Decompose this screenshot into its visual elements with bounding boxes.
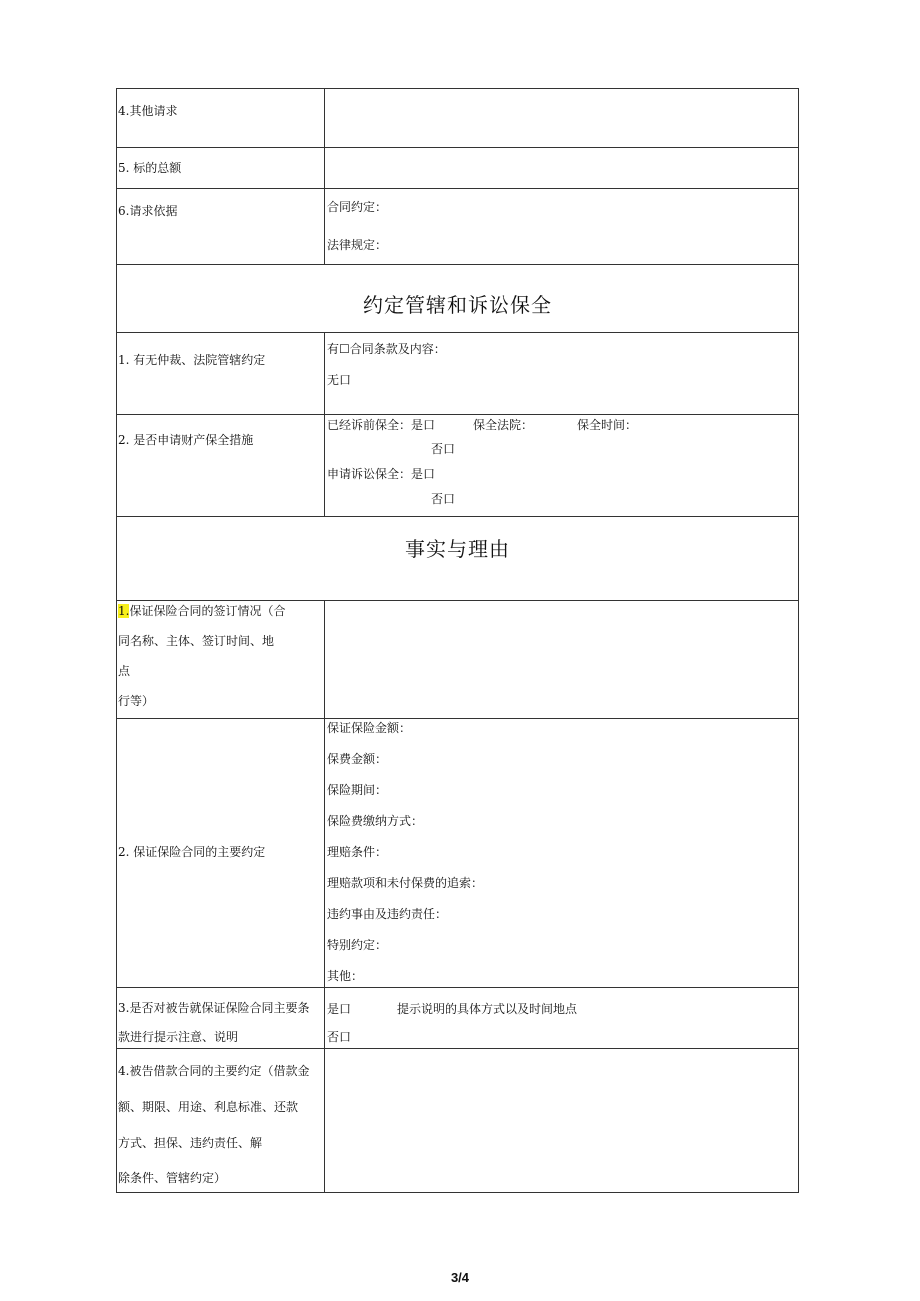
row-subject-total [117, 148, 799, 189]
row-section-facts [117, 517, 799, 601]
row-section-jurisdiction [117, 265, 799, 333]
complaint-form-table [116, 88, 799, 1193]
row-preservation [117, 415, 799, 517]
notice-line-2: 款进行提示注意、说明 [118, 1030, 239, 1044]
notice-yes-detail: 提示说明的具体方式以及时间地点 [397, 1002, 578, 1016]
row-other-claims [117, 89, 799, 148]
loan-terms-value[interactable] [325, 1049, 799, 1193]
term-item: 保费金额： [327, 752, 388, 766]
claim-basis-value[interactable] [325, 189, 799, 265]
section-title-facts: 事实与理由 [405, 537, 510, 561]
in-suit-no: 否口 [431, 492, 456, 506]
page-number: 3/4 [450, 1270, 470, 1285]
row-signing [117, 601, 799, 719]
preservation-court-label: 保全法院： [473, 418, 534, 432]
loan-terms-line-2: 额、期限、用途、利息标准、还款 [118, 1100, 299, 1114]
arbitration-label: 1. 有无仲裁、法院管辖约定 [118, 353, 266, 367]
arbitration-value[interactable] [325, 333, 799, 415]
loan-terms-line-4: 除条件、管辖约定） [118, 1171, 227, 1185]
main-terms-label: 2. 保证保险合同的主要约定 [118, 845, 266, 859]
notice-line-1: 3.是否对被告就保证保险合同主要条 [118, 1001, 310, 1015]
signing-line-1: 1.保证保险合同的签订情况（合 [118, 604, 286, 618]
row-main-terms [117, 719, 799, 988]
contract-agreement-label: 合同约定： [327, 200, 388, 214]
other-claims-label: 4.其他请求 [118, 104, 178, 118]
row-notice [117, 988, 799, 1049]
claim-basis-label: 6.请求依据 [118, 204, 178, 218]
highlighted-number: 1. [118, 604, 130, 618]
loan-terms-line-1: 4.被告借款合同的主要约定（借款金 [118, 1064, 310, 1078]
preservation-label: 2. 是否申请财产保全措施 [118, 433, 254, 447]
other-claims-value[interactable] [325, 89, 799, 148]
term-item: 保险期间： [327, 783, 388, 797]
term-item: 违约事由及违约责任： [327, 907, 448, 921]
arbitration-yes-line: 有☐合同条款及内容： [327, 342, 446, 356]
signing-line-3: 点 [118, 664, 131, 678]
row-claim-basis [117, 189, 799, 265]
row-loan-terms [117, 1049, 799, 1193]
term-item: 保险费缴纳方式： [327, 814, 424, 828]
section-title-jurisdiction: 约定管辖和诉讼保全 [363, 293, 552, 317]
legal-provision-label: 法律规定： [327, 238, 388, 252]
preservation-value[interactable] [325, 415, 799, 517]
main-terms-value[interactable] [325, 719, 799, 988]
signing-line-4: 行等） [118, 694, 155, 708]
in-suit-preservation: 申请诉讼保全：是口 [327, 467, 436, 481]
notice-yes: 是口 [327, 1002, 352, 1016]
term-item: 理赔条件： [327, 845, 388, 859]
term-item: 特别约定： [327, 938, 388, 952]
notice-no: 否口 [327, 1030, 352, 1044]
signing-value[interactable] [325, 601, 799, 719]
row-arbitration [117, 333, 799, 415]
pre-suit-no: 否口 [431, 442, 456, 456]
subject-total-value[interactable] [325, 148, 799, 189]
subject-total-label: 5. 标的总额 [118, 161, 182, 175]
preservation-time-label: 保全时间： [577, 418, 638, 432]
term-item: 保证保险金额： [327, 721, 412, 735]
pre-suit-preservation: 已经诉前保全：是口 [327, 418, 436, 432]
term-item: 其他： [327, 969, 364, 983]
signing-line-2: 同名称、主体、签订时间、地 [118, 634, 275, 648]
notice-value[interactable] [325, 988, 799, 1049]
arbitration-no-line: 无口 [327, 373, 352, 387]
term-item: 理赔款项和未付保费的追索： [327, 876, 484, 890]
loan-terms-line-3: 方式、担保、违约责任、解 [118, 1136, 263, 1150]
